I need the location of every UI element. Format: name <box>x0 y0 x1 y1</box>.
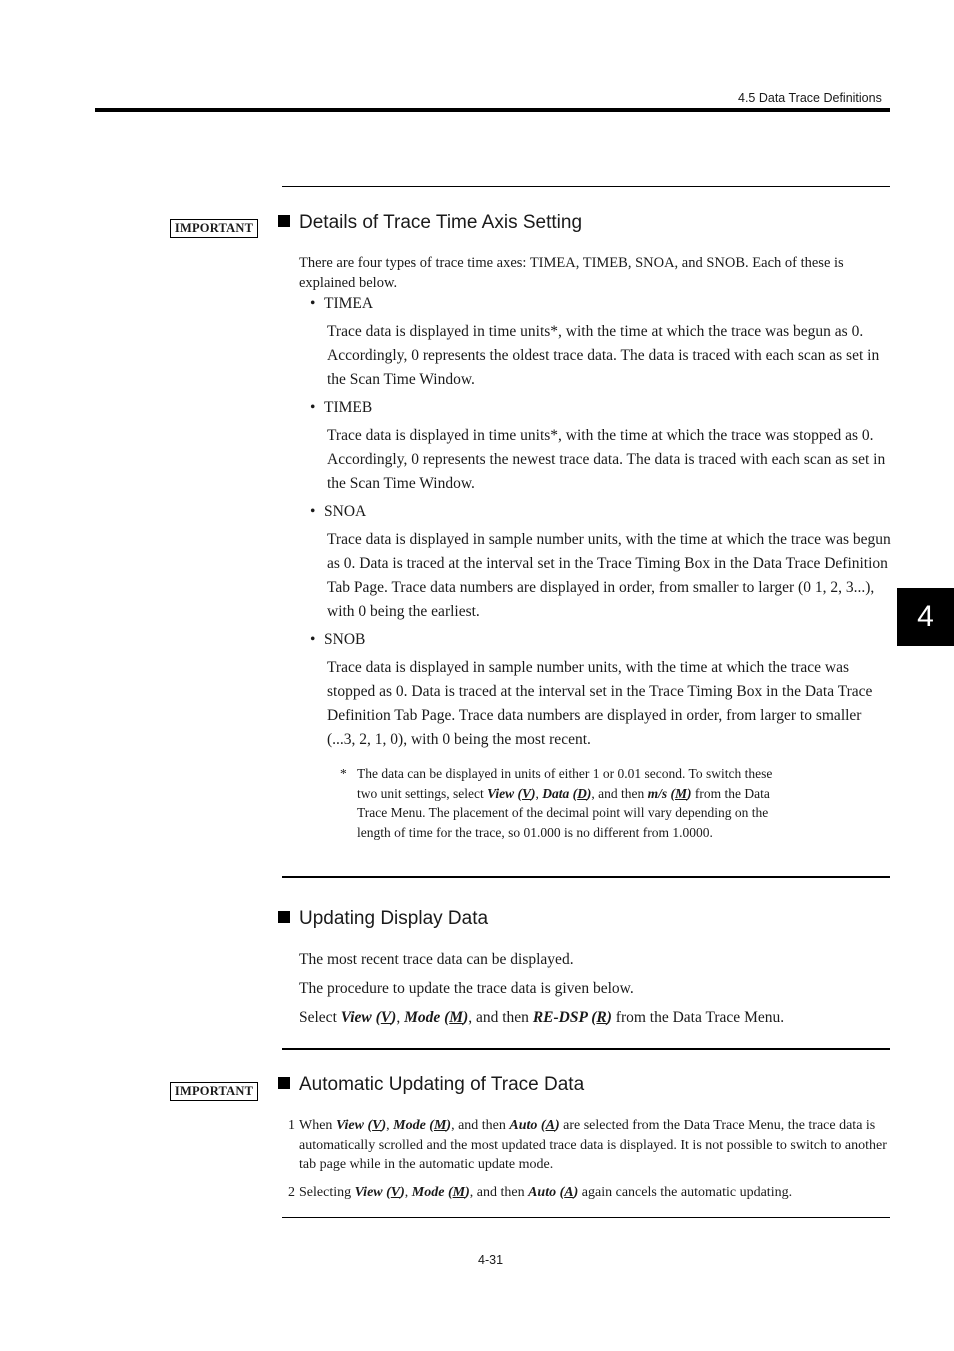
section2-top-rule <box>282 876 890 878</box>
item-description-timea: Trace data is displayed in time units*, with the time at which the trace was begun as 0. Accordingly, 0 represents the oldest trace data. The data is traced with each scan as set in the Scan Time Window. <box>327 323 880 388</box>
running-header: 4.5 Data Trace Definitions <box>738 91 882 105</box>
menu-command-view: View (V) <box>354 1185 405 1200</box>
section1-top-rule <box>282 186 890 187</box>
menu-command-view: View (V) <box>335 1118 387 1133</box>
section2-line1: The most recent trace data can be displayed. <box>299 951 574 968</box>
page-number: 4-31 <box>478 1253 504 1267</box>
menu-command-data: Data (D) <box>542 785 592 801</box>
square-bullet-icon <box>278 215 290 227</box>
section2-line3: Select View (V), Mode (M), and then RE-DSP (R) from the Data Trace Menu. <box>299 1009 785 1026</box>
important-badge-2: IMPORTANT <box>170 1082 258 1101</box>
footnote-mark: * <box>340 766 347 781</box>
section3-heading <box>278 1074 584 1096</box>
bullet-label: TIMEA <box>324 295 374 312</box>
section1-title: Details of Trace Time Axis Setting <box>299 212 583 233</box>
section3-top-rule <box>282 1048 890 1050</box>
section3-title: Automatic Updating of Trace Data <box>299 1074 585 1095</box>
menu-command-redsp: RE-DSP (R) <box>532 1009 612 1026</box>
menu-command-view: View (V) <box>340 1009 397 1026</box>
bullet-label: SNOB <box>324 631 366 648</box>
step-number: 2 <box>288 1185 295 1200</box>
bullet-item-timeb: • TIMEB <box>310 399 373 416</box>
bullet-label: TIMEB <box>324 399 373 416</box>
menu-command-auto: Auto (A) <box>528 1185 579 1200</box>
footnote: * The data can be displayed in units of either 1 or 0.01 second. To switch these two unit settings, select View (V), Data (D), and then m/s (M) from the Data Trace Menu. The placement of the decimal point will vary depending on the length of time for the trace, so 01.000 is no different from 1.0000. <box>340 766 773 840</box>
menu-command-mode: Mode (M) <box>404 1009 469 1026</box>
section2-line2: The procedure to update the trace data is given below. <box>299 980 634 997</box>
menu-command-mode: Mode (M) <box>411 1185 470 1200</box>
step-2: 2 Selecting View (V), Mode (M), and then Auto (A) again cancels the automatic updating. <box>288 1183 890 1203</box>
menu-command-view: View (V) <box>487 785 536 801</box>
bullet-item-snob: • SNOB <box>310 631 366 648</box>
step-1: 1 When View (V), Mode (M), and then Auto (A) are selected from the Data Trace Menu, the trace data is automatically scrolled and the most updated trace data is displayed. It is not possible to switch to another tab page while in the automatic update mode. <box>288 1118 887 1172</box>
important-badge-1: IMPORTANT <box>170 219 258 238</box>
item-description-timeb: Trace data is displayed in time units*, with the time at which the trace was stopped as 0. Accordingly, 0 represents the newest trace data. The data is traced with each scan as set in the Scan Time Window. <box>327 427 886 492</box>
square-bullet-icon <box>278 911 290 923</box>
section2-title: Updating Display Data <box>299 908 489 929</box>
section1-heading <box>278 212 582 234</box>
item-description-snoa: Trace data is displayed in sample number units, with the time at which the trace was begun as 0. Data is traced at the interval set in the Trace Timing Box in the Data Trace Definition Tab Page. Trace data numbers are displayed in order, from smaller to larger (0 1, 2, 3...), with 0 being the earliest. <box>327 531 891 620</box>
bullet-item-snoa: • SNOA <box>310 503 367 520</box>
menu-command-mode: Mode (M) <box>393 1118 452 1133</box>
chapter-tab: 4 <box>897 588 954 646</box>
item-description-snob: Trace data is displayed in sample number units, with the time at which the trace was stopped as 0. Data is traced at the interval set in the Trace Timing Box in the Data Trace Definition Tab Page. Trace data numbers are displayed in order, from larger to smaller (...3, 2, 1, 0), with 0 being the most recent. <box>327 659 873 748</box>
square-bullet-icon <box>278 1077 290 1089</box>
header-rule <box>95 108 890 112</box>
section3-bottom-rule <box>282 1217 890 1218</box>
section1-intro: There are four types of trace time axes: TIMEA, TIMEB, SNOA, and SNOB. Each of these is explained below. <box>299 255 844 291</box>
menu-command-auto: Auto (A) <box>509 1118 560 1133</box>
bullet-label: SNOA <box>324 503 367 520</box>
section2-heading <box>278 908 488 930</box>
bullet-item-timea: • TIMEA <box>310 295 374 312</box>
step-number: 1 <box>288 1118 295 1133</box>
footnote-text: The data can be displayed in units of either 1 or 0.01 second. To switch these two unit settings, select <box>357 766 773 801</box>
menu-command-ms: m/s (M) <box>647 785 692 801</box>
